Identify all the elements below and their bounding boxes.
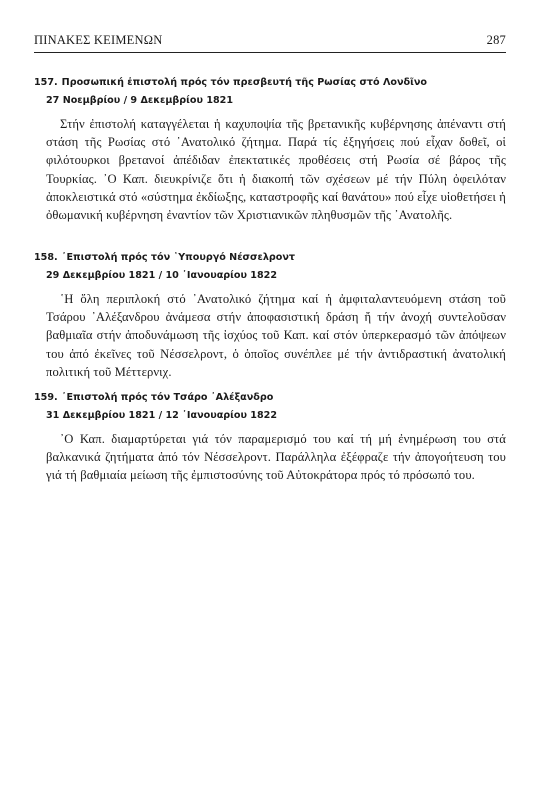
entry-heading <box>34 389 506 407</box>
entry-date: 29 Δεκεμβρίου 1821 / 10 ᾿Ιανουαρίου 1822 <box>46 270 277 281</box>
running-head <box>34 33 506 48</box>
entry-heading <box>34 74 506 92</box>
entry-summary: ᾿Ο Καπ. διαμαρτύρεται γιά τόν παραμερισμό του καί τή μή ἐνημέρωση του στά βαλκανικά ζητήματα ἀπό τόν Νέσσελροντ. Παράλληλα ἐξέφραζε τήν ἀπογοήτευση του γιά τή βαθμιαία μείωση τῆς ἐμπιστοσύνης τοῦ Αὐτοκράτορα πρός τό πρόσωπό του. <box>46 432 506 483</box>
entry-date: 31 Δεκεμβρίου 1821 / 12 ᾿Ιανουαρίου 1822 <box>46 410 277 421</box>
entry-number: 158. <box>34 252 58 263</box>
entry-summary: ῾Η ὅλη περιπλοκή στό ᾿Ανατολικό ζήτημα καί ἡ ἀμφιταλαντευόμενη στάση τοῦ Τσάρου ᾿Αλέξανδρου ἀνάμεσα στήν ἀποφασιστική δράση ἤ τήν ἀνοχή συντελοῦσαν βαθμιαῖα στήν ἀποδυνάμωση τῆς ἰσχύος τοῦ Καπ. καί στόν ὑπερκερασμό τῶν ἀπόψεων του ἀπό ἐκεῖνες τοῦ Νέσσελροντ, ὁ ὁποῖος συνέπλεε μέ τήν ἀντιδραστική ἀνατολική πολιτική τοῦ Μέττερνιχ. <box>46 292 506 379</box>
entry-title: ᾿Επιστολή πρός τόν Τσάρο ᾿Αλέξανδρο <box>61 392 274 403</box>
entry-157 <box>34 74 506 224</box>
entry-158 <box>34 249 506 381</box>
entry-title: ᾿Επιστολή πρός τόν ῾Υπουργό Νέσσελροντ <box>61 252 296 263</box>
entry-159 <box>34 389 506 485</box>
entry-title: Προσωπική ἐπιστολή πρός τόν πρεσβευτή τῆς Ρωσίας στό Λονδῖνο <box>61 77 427 88</box>
entry-date: 27 Νοεμβρίου / 9 Δεκεμβρίου 1821 <box>46 95 234 106</box>
page-number: 287 <box>486 33 506 47</box>
running-title: ΠΙΝΑΚΕΣ ΚΕΙΜΕΝΩΝ <box>34 33 163 47</box>
entry-heading <box>34 249 506 267</box>
header-rule <box>34 52 506 53</box>
entry-number: 159. <box>34 392 58 403</box>
entry-summary: Στήν ἐπιστολή καταγγέλεται ἡ καχυποψία τῆς βρετανικῆς κυβέρνησης ἀπέναντι στή στάση τῆς Ρωσίας στό ᾿Ανατολικό ζήτημα. Παρά τίς ἐξηγήσεις πού εἶχαν δοθεῖ, οἱ φιλότουρκοι βρετανοί ἀπέδιδαν ἐπεκτατικές προθέσεις στή Ρωσία σέ βάρος τῆς Τουρκίας. ᾿Ο Καπ. διευκρίνιζε ὅτι ἡ διακοπή τῶν σχέσεων μέ τήν Πύλη ὀφειλόταν ἀποκλειστικά στό «σύστημα ἐκδίωξης, καταστροφῆς καί θανάτου» πού εἶχε υἱοθετήσει ἡ ὀθωμανική κυβέρνηση ἐναντίον τῶν Χριστιανικῶν πληθυσμῶν τῆς ᾿Ανατολῆς. <box>46 117 506 223</box>
entry-number: 157. <box>34 77 58 88</box>
